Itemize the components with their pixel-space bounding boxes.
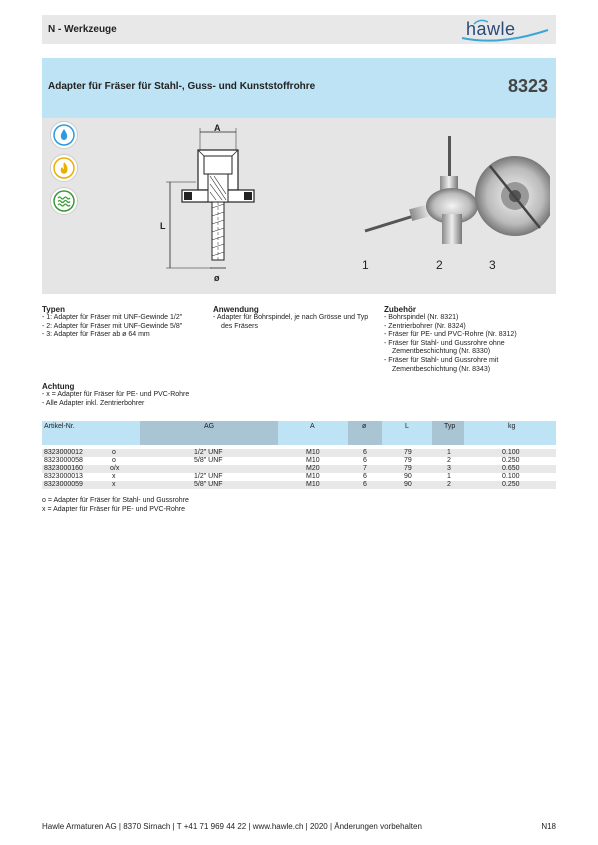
table-legend xyxy=(42,497,189,514)
dimension-label-d: ø xyxy=(214,273,220,283)
typen-section xyxy=(42,305,207,340)
anwendung-item: - Adapter für Bohrspindel, je nach Grösse und Typ des Fräsers xyxy=(213,314,369,330)
zubehoer-item: - Fräser für Stahl- und Gussrohre ohne Zementbeschichtung (Nr. 8330) xyxy=(384,339,505,356)
zubehoer-item: - Fräser für Stahl- und Gussrohre mit Zementbeschichtung (Nr. 8343) xyxy=(384,356,499,373)
section-title: N - Werkzeuge xyxy=(48,24,117,35)
header-a: A xyxy=(310,423,315,430)
table-header xyxy=(42,421,556,445)
achtung-item: - Alle Adapter inkl. Zentrierbohrer xyxy=(42,399,145,407)
product-title-band xyxy=(42,58,556,118)
dimension-label-l: L xyxy=(160,221,166,231)
photo-label-1: 1 xyxy=(362,258,369,272)
header-diameter: ø xyxy=(362,423,367,430)
table-row: 8323000012 o 1/2" UNF M10 6 79 1 0.100 xyxy=(42,449,556,457)
table-row: 8323000160 o/x M20 7 79 3 0.650 xyxy=(42,465,556,473)
article-table xyxy=(42,421,556,489)
header-artikel: Artikel-Nr. xyxy=(44,423,75,430)
hawle-logo xyxy=(460,16,550,42)
typen-heading: Typen xyxy=(42,305,65,314)
typen-item: - 1: Adapter für Fräser mit UNF-Gewinde 1/2" xyxy=(42,314,183,321)
waves-icon xyxy=(51,188,77,214)
header-l: L xyxy=(405,423,409,430)
header-ag: AG xyxy=(204,423,215,430)
technical-drawing xyxy=(152,122,272,277)
water-drop-icon xyxy=(51,122,77,148)
top-bar xyxy=(42,15,556,44)
zubehoer-item: - Zentrierbohrer (Nr. 8324) xyxy=(384,322,466,330)
dimension-label-a: A xyxy=(214,123,221,133)
product-number: 8323 xyxy=(507,76,548,96)
achtung-section xyxy=(42,382,242,408)
zubehoer-heading: Zubehör xyxy=(384,305,416,314)
anwendung-section xyxy=(213,305,378,331)
zubehoer-section xyxy=(384,305,534,374)
achtung-heading: Achtung xyxy=(42,382,75,391)
table-row: 8323000013 x 1/2" UNF M10 6 90 1 0.100 xyxy=(44,473,520,480)
flame-icon xyxy=(51,155,77,181)
footer-text: Hawle Armaturen AG | 8370 Sirnach | T +41 71 969 44 22 | www.hawle.ch | 2020 | Änderungen vorbehalten xyxy=(42,822,422,831)
table-row: 8323000058 o 5/8" UNF M10 6 79 2 0.250 xyxy=(44,457,520,464)
header-typ: Typ xyxy=(444,423,456,430)
legend-item: o = Adapter für Fräser für Stahl- und Gussrohre xyxy=(42,497,189,504)
table-row: 8323000059 x 5/8" UNF M10 6 90 2 0.250 xyxy=(42,481,556,489)
page-number: N18 xyxy=(541,822,556,831)
photo-label-2: 2 xyxy=(436,258,443,272)
legend-item: x = Adapter für Fräser für PE- und PVC-Rohre xyxy=(42,505,185,513)
product-title: Adapter für Fräser für Stahl-, Guss- und Kunststoffrohre xyxy=(48,81,316,92)
product-photo xyxy=(360,136,550,261)
typen-item: - 2: Adapter für Fräser mit UNF-Gewinde 5/8" xyxy=(42,322,183,330)
zubehoer-item: - Bohrspindel (Nr. 8321) xyxy=(384,314,459,321)
logo-text: hawle xyxy=(466,19,516,39)
photo-label-3: 3 xyxy=(489,258,496,272)
typen-item: - 3: Adapter für Fräser ab ø 64 mm xyxy=(42,331,150,339)
header-kg: kg xyxy=(508,423,516,430)
anwendung-heading: Anwendung xyxy=(213,305,259,314)
image-panel xyxy=(42,118,556,294)
achtung-item: - x = Adapter für Fräser für PE- und PVC-Rohre xyxy=(42,391,190,398)
zubehoer-item: - Fräser für PE- und PVC-Rohre (Nr. 8312) xyxy=(384,331,517,339)
